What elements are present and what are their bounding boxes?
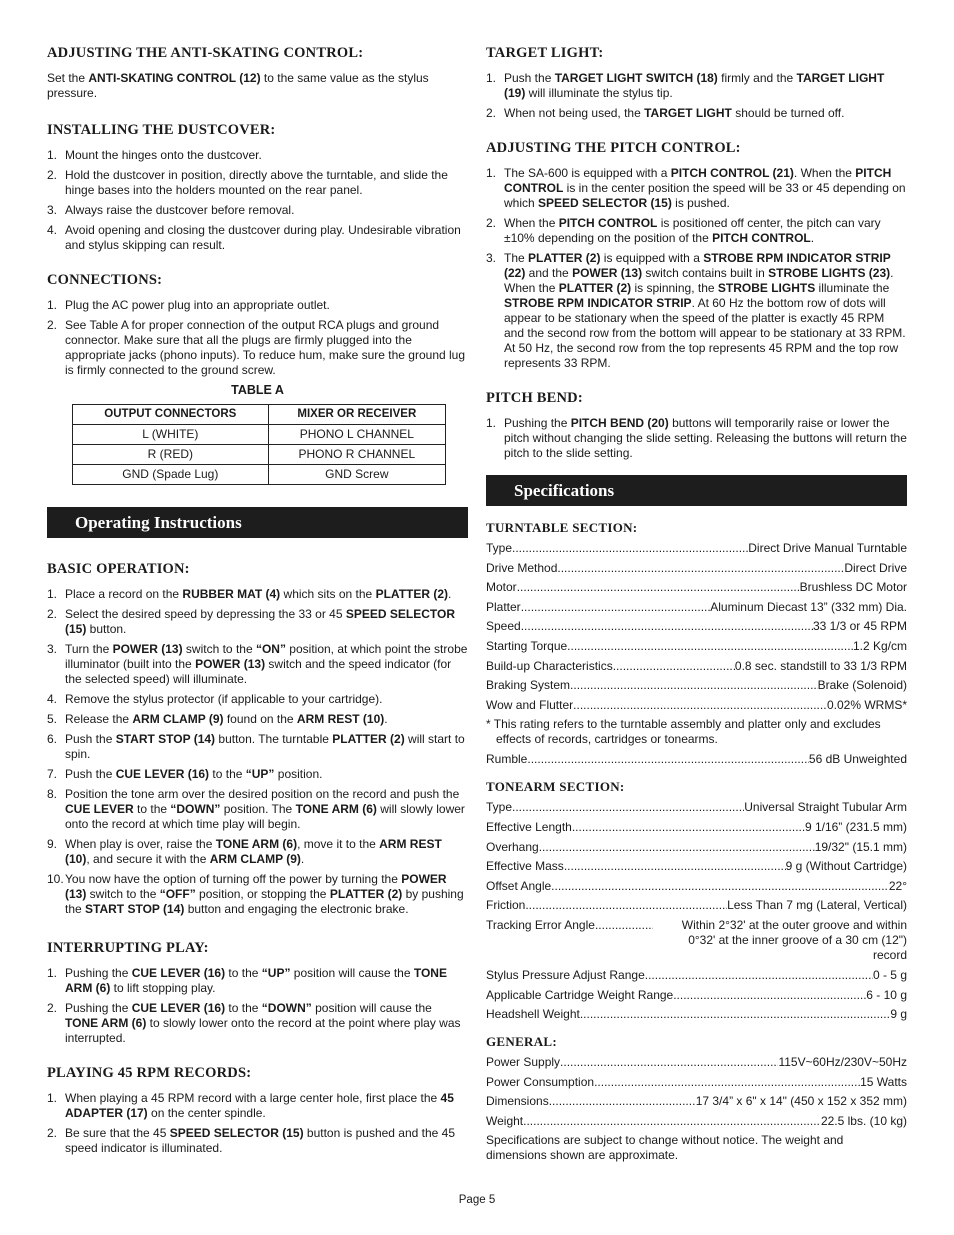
list-item: 10. You now have the option of turning off the power by turning the POWER (13) switch to the “OFF” position, or stopping the PLATTER (2) by pushing the START STOP (14) button and engaging the electronic brake. <box>47 872 464 916</box>
table-title: TABLE A <box>231 383 284 397</box>
spec-row <box>486 988 907 1003</box>
spec-row <box>486 1055 907 1070</box>
general-spec-list <box>486 1055 907 1129</box>
list-item: 1. The SA-600 is equipped with a PITCH CONTROL (21). When the PITCH CONTROL is in the center position the speed will be 33 or 45 depending on which SPEED SELECTOR (15) is pushed. <box>486 166 906 210</box>
list-item: 3. The PLATTER (2) is equipped with a STROBE RPM INDICATOR STRIP (22) and the POWER (13) switch contains built in STROBE LIGHTS (23). When the PLATTER (2) is spinning, the STROBE LIGHTS illuminate the STROBE RPM INDICATOR STRIP. At 60 Hz the bottom row of dots will appear to be stationary when the speed of the platter is exactly 45 RPM and the second row from the bottom will appear to be stationary at 33 RPM. At 50 Hz, the second row from the top represents 45 RPM and the top row represents 33 RPM. <box>486 251 906 370</box>
tonearm-spec-list <box>486 800 907 913</box>
pitch-bend-section <box>486 389 907 461</box>
spec-value: 15 Watts <box>860 1074 907 1089</box>
pitch-bend-steps <box>486 416 907 461</box>
pitch-control-steps <box>486 166 907 371</box>
tonearm-heading: TONEARM SECTION: <box>486 779 625 795</box>
table-row <box>73 465 446 485</box>
pitch-control-heading: ADJUSTING THE PITCH CONTROL: <box>486 140 741 156</box>
pitch-control-section <box>486 139 907 371</box>
spec-row <box>486 840 907 855</box>
anti-skating-section <box>47 44 468 101</box>
spec-row <box>486 1075 907 1090</box>
spec-value: 6 - 10 g <box>866 987 907 1002</box>
spec-row <box>486 600 907 615</box>
spec-label: Wow and Flutter <box>486 697 574 712</box>
spec-label: Build-up Characteristics <box>486 658 613 673</box>
general-heading: GENERAL: <box>486 1034 558 1050</box>
spec-row <box>486 800 907 815</box>
interrupting-play-heading: INTERRUPTING PLAY: <box>47 940 209 956</box>
spec-value: Less Than 7 mg (Lateral, Vertical) <box>727 898 907 913</box>
page-number: Page 5 <box>458 1194 496 1206</box>
spec-value: Universal Straight Tubular Arm <box>744 800 907 815</box>
anti-skating-text: Set the ANTI-SKATING CONTROL (12) to the same value as the stylus pressure. <box>47 71 429 100</box>
spec-value: Direct Drive <box>844 560 907 575</box>
spec-value: 22° <box>888 878 907 893</box>
spec-label: Speed <box>486 619 521 634</box>
specifications-banner: Specifications <box>486 475 907 506</box>
table-cell: GND Screw <box>268 465 445 485</box>
turntable-section <box>486 520 907 767</box>
spec-label: Weight <box>486 1113 524 1128</box>
spec-value: 9 g (Without Cartridge) <box>785 859 907 874</box>
spec-row <box>486 561 907 576</box>
spec-row <box>486 580 907 595</box>
left-column <box>47 44 468 1170</box>
list-item: 2. Be sure that the 45 SPEED SELECTOR (15) button is pushed and the 45 speed indicator is illuminated. <box>47 1126 456 1155</box>
list-item: 1. When playing a 45 RPM record with a large center hole, first place the 45 ADAPTER (17) on the center spindle. <box>47 1091 454 1120</box>
table-row <box>73 425 446 445</box>
operating-instructions-banner: Operating Instructions <box>47 507 468 538</box>
spec-row <box>486 619 907 634</box>
list-item: 1. Pushing the CUE LEVER (16) to the “UP” position will cause the TONE ARM (6) to lift stopping play. <box>47 966 447 995</box>
table-cell: L (WHITE) <box>73 425 269 445</box>
list-item: 6. Push the START STOP (14) button. The turntable PLATTER (2) will start to spin. <box>47 732 465 761</box>
spec-row <box>486 541 907 556</box>
spec-value: Direct Drive Manual Turntable <box>748 541 907 555</box>
spec-label: Friction <box>486 898 526 913</box>
spec-row <box>486 1007 907 1022</box>
tonearm-spec-list-2 <box>486 968 907 1022</box>
right-column <box>486 44 907 1163</box>
spec-value: 22.5 lbs. (10 kg) <box>820 1113 907 1128</box>
general-section <box>486 1034 907 1163</box>
spec-label: Offset Angle <box>486 878 552 893</box>
connections-table <box>72 404 446 485</box>
list-item: 3. Always raise the dustcover before removal. <box>47 203 295 217</box>
pitch-bend-heading: PITCH BEND: <box>486 390 583 406</box>
list-item: 5. Release the ARM CLAMP (9) found on the ARM REST (10). <box>47 712 388 726</box>
spec-row <box>486 1114 907 1129</box>
list-item: 2. Select the desired speed by depressing the 33 or 45 SPEED SELECTOR (15) button. <box>47 607 455 636</box>
spec-value: 17 3/4” x 6" x 14" (450 x 152 x 352 mm) <box>695 1094 907 1109</box>
connections-heading: CONNECTIONS: <box>47 272 163 288</box>
spec-label: Braking System <box>486 678 571 693</box>
turntable-heading: TURNTABLE SECTION: <box>486 520 638 535</box>
spec-row <box>486 639 907 654</box>
table-header: OUTPUT CONNECTORS <box>73 405 269 425</box>
spec-label: Starting Torque <box>486 638 568 653</box>
list-item: 3. Turn the POWER (13) switch to the “ON” position, at which point the strobe illuminator (built into the POWER (13) switch and the speed indicator (for the selected speed) will illuminate. <box>47 642 468 686</box>
turntable-spec-list <box>486 541 907 713</box>
table-row <box>73 445 446 465</box>
spec-value: 0 - 5 g <box>872 967 907 982</box>
list-item: 1. Plug the AC power plug into an appropriate outlet. <box>47 298 330 312</box>
spec-row <box>486 879 907 894</box>
list-item: 1. Push the TARGET LIGHT SWITCH (18) firmly and the TARGET LIGHT (19) will illuminate the stylus tip. <box>486 71 885 100</box>
list-item: 2. See Table A for proper connection of the output RCA plugs and ground connector. Make sure that all the plugs are firmly plugged into the appropriate jacks (phono inputs). To reduce hum, make sure the ground lug is firmly connected to the ground screw. <box>47 318 466 377</box>
interrupting-play-section <box>47 939 468 1046</box>
spec-label: Stylus Pressure Adjust Range <box>486 967 645 982</box>
spec-label: Platter <box>486 599 521 614</box>
spec-value: Brushless DC Motor <box>799 580 907 595</box>
spec-row <box>486 698 907 713</box>
spec-row <box>486 820 907 835</box>
spec-value: 0.8 sec. standstill to 33 1/3 RPM <box>734 658 907 673</box>
table-cell: PHONO R CHANNEL <box>268 445 445 465</box>
spec-row <box>486 859 907 874</box>
spec-label: Drive Method <box>486 560 558 575</box>
basic-operation-section <box>47 560 468 917</box>
connections-section <box>47 271 468 485</box>
spec-row <box>486 1094 907 1109</box>
spec-label: Effective Length <box>486 819 572 834</box>
spec-value: 0.02% WRMS* <box>826 697 907 712</box>
spec-value: Aluminum Diecast 13” (332 mm) Dia. <box>710 599 907 614</box>
spec-row <box>486 659 907 674</box>
list-item: 7. Push the CUE LEVER (16) to the “UP” position. <box>47 767 323 781</box>
spec-row-tracking-error: Tracking Error Angle ..... Within 2°32' at the outer groove and within 0°32' at the inner groove of a 30 cm (12") record <box>486 918 907 963</box>
list-item: 1. Mount the hinges onto the dustcover. <box>47 148 262 162</box>
table-header: MIXER OR RECEIVER <box>268 405 445 425</box>
basic-operation-heading: BASIC OPERATION: <box>47 561 190 577</box>
table-cell: GND (Spade Lug) <box>73 465 269 485</box>
list-item: 2. Pushing the CUE LEVER (16) to the “DOWN” position will cause the TONE ARM (6) to slowly lower onto the record at the point where play was interrupted. <box>47 1001 461 1045</box>
spec-value: 33 1/3 or 45 RPM <box>812 619 907 634</box>
list-item: 1. Place a record on the RUBBER MAT (4) which sits on the PLATTER (2). <box>47 587 452 601</box>
list-item: 2. Hold the dustcover in position, directly above the turntable, and slide the hinge bases into the holders mounted on the rear panel. <box>47 168 448 197</box>
table-cell: PHONO L CHANNEL <box>268 425 445 445</box>
list-item: 8. Position the tone arm over the desired position on the record and push the CUE LEVER to the “DOWN” position. The TONE ARM (6) will slowly lower onto the record at which time play will begin. <box>47 787 465 831</box>
spec-value: 19/32" (15.1 mm) <box>814 839 907 854</box>
list-item: 9. When play is over, raise the TONE ARM (6), move it to the ARM REST (10), and secure it with the ARM CLAMP (9). <box>47 837 442 866</box>
list-item: 4. Remove the stylus protector (if applicable to your cartridge). <box>47 692 383 706</box>
spec-row <box>486 898 907 913</box>
spec-value: 1.2 Kg/cm <box>852 638 907 653</box>
spec-label: Applicable Cartridge Weight Range <box>486 987 674 1002</box>
spec-label: Type <box>486 800 513 815</box>
spec-value: 9 1/16” (231.5 mm) <box>804 819 907 834</box>
general-note: Specifications are subject to change without notice. The weight and dimensions shown are approximate. <box>486 1133 844 1163</box>
spec-label: Power Consumption <box>486 1074 595 1089</box>
spec-label: Type <box>486 541 513 555</box>
list-item: 2. When not being used, the TARGET LIGHT should be turned off. <box>486 106 845 120</box>
dustcover-steps <box>47 148 468 253</box>
table-cell: R (RED) <box>73 445 269 465</box>
playing-45-section <box>47 1064 468 1156</box>
spec-row: Rumble ..... 56 dB Unweighted <box>486 752 907 767</box>
spec-label: Motor <box>486 580 517 595</box>
dustcover-section <box>47 121 468 253</box>
list-item: 1. Pushing the PITCH BEND (20) buttons will temporarily raise or lower the pitch without changing the slide setting. Releasing the buttons will return the pitch to the slide setting. <box>486 416 907 460</box>
turntable-note: * This rating refers to the turntable assembly and platter only and excludes effects of records, cartridges or tonearms. <box>486 717 881 747</box>
target-light-heading: TARGET LIGHT: <box>486 45 604 61</box>
spec-label: Overhang <box>486 839 539 854</box>
target-light-section <box>486 44 907 121</box>
list-item: 4. Avoid opening and closing the dustcover during play. Undesirable vibration and stylus skipping can result. <box>47 223 461 252</box>
tonearm-section <box>486 779 907 1022</box>
spec-value: 9 g <box>890 1007 907 1022</box>
spec-value: 115V~60Hz/230V~50Hz <box>778 1055 907 1070</box>
playing-45-heading: PLAYING 45 RPM RECORDS: <box>47 1065 252 1081</box>
playing-45-steps <box>47 1091 468 1156</box>
spec-row <box>486 968 907 983</box>
dustcover-heading: INSTALLING THE DUSTCOVER: <box>47 122 276 138</box>
interrupting-play-steps <box>47 966 468 1046</box>
connections-steps <box>47 298 468 378</box>
anti-skating-heading: ADJUSTING THE ANTI-SKATING CONTROL: <box>47 45 364 61</box>
target-light-steps <box>486 71 907 121</box>
spec-label: Effective Mass <box>486 859 564 874</box>
spec-label: Headshell Weight <box>486 1007 580 1022</box>
spec-label: Power Supply <box>486 1055 561 1070</box>
basic-operation-steps <box>47 587 468 917</box>
spec-row <box>486 678 907 693</box>
list-item: 2. When the PITCH CONTROL is positioned off center, the pitch can vary ±10% depending on the position of the PITCH CONTROL. <box>486 216 881 245</box>
spec-label: Dimensions <box>486 1094 549 1109</box>
table-header-row <box>73 405 446 425</box>
spec-value: Brake (Solenoid) <box>817 678 907 693</box>
